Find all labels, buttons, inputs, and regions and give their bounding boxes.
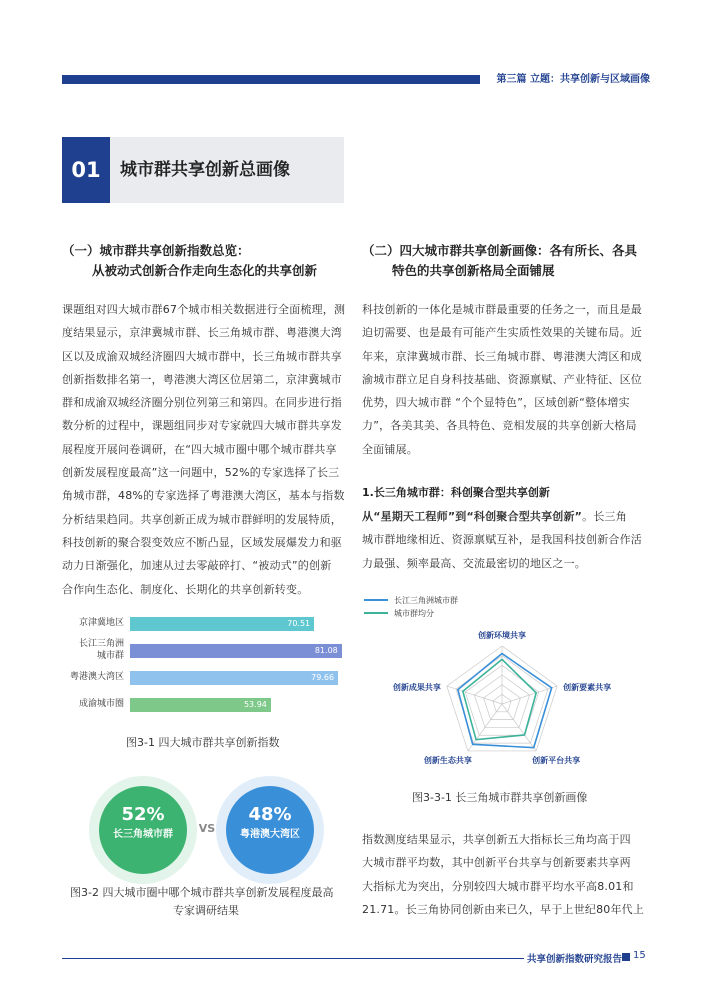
left-paragraph-line: 分析结果趋同。共享创新正成为城市群鲜明的发展特质， (62, 512, 342, 526)
right-paragraph-2 (362, 505, 652, 575)
right-sub-heading: 1.长三角城市群：科创聚合型共享创新 (362, 486, 550, 499)
left-paragraph (62, 298, 352, 601)
right-subtitle-2: 特色的共享创新格局全面铺展 (392, 263, 555, 278)
right-paragraph-line: 渝城市群立足自身科技基础、资源禀赋、产业特征、区位 (362, 372, 642, 386)
left-paragraph-line: 合作向生态化、制度化、长期化的共享创新转变。 (62, 582, 309, 596)
bar-value-label: 53.94 (243, 700, 267, 709)
left-paragraph-line: 创新发展程度最高”这一问题中，52%的专家选择了长三 (62, 466, 340, 480)
right-paragraph-line: 科技创新的一体化是城市群最重要的任务之一，而且是最 (362, 303, 642, 316)
right-paragraph-line: 全面铺展。 (362, 442, 418, 456)
bar (130, 644, 342, 658)
radar-axis (447, 686, 502, 704)
right-paragraph-line: 迫切需要、也是最有可能产生实质性效果的关键布局。近 (362, 326, 642, 340)
bar-category-label: 粤港澳大湾区 (69, 672, 124, 682)
radar-chart (362, 592, 612, 772)
left-paragraph-line: 度结果显示，京津冀城市群、长三角城市群、粤港澳大湾 (62, 326, 342, 340)
radar-axis-label: 创新环境共享 (478, 631, 526, 640)
left-subtitle-2: 从被动式创新合作走向生态化的共享创新 (92, 263, 318, 278)
radar-axis-label: 创新平台共享 (532, 755, 581, 765)
bar-chart-caption: 图3-1 四大城市群共享创新指数 (126, 736, 280, 749)
right-subtitle-1: （二）四大城市群共享创新画像：各有所长、各具 (362, 243, 638, 258)
right-circle (226, 786, 314, 874)
legend-label: 城市群均分 (394, 609, 434, 618)
footer-report-title: 共享创新指数研究报告 (527, 954, 623, 965)
left-subtitle-1: （一）城市群共享创新指数总览： (62, 243, 250, 258)
right-paragraph-3 (362, 828, 652, 921)
right-paragraph-line: 力”，各美其美、各具特色、竞相发展的共享创新大格局 (362, 419, 637, 433)
bar-value-label: 70.51 (287, 619, 311, 628)
right-paragraph-line: 年来，京津冀城市群、长三角城市群、粤港澳大湾区和成 (362, 349, 642, 363)
section-header: 第三篇 立题：共享创新与区域画像 (480, 73, 650, 87)
bar-value-label: 81.08 (314, 646, 338, 655)
radar-caption: 图3-3-1 长三角城市群共享创新画像 (412, 791, 588, 804)
page-number: 15 (633, 950, 646, 961)
left-paragraph-line: 数分析的过程中，课题组同步对专家就四大城市群共享发 (62, 419, 342, 433)
right-pct: 48% (248, 804, 292, 825)
footer-line (62, 958, 524, 959)
left-circle (99, 786, 187, 874)
bar-category-label: 成渝城市圈 (78, 699, 124, 709)
left-paragraph-line: 角城市群，48%的专家选择了粤港澳大湾区，基本与指数 (62, 489, 345, 503)
bar (130, 671, 338, 685)
footer-square (622, 953, 630, 961)
left-paragraph-line: 群和成渝双城经济圈分别位列第三和第四。在同步进行指 (62, 396, 342, 410)
chapter-title: 城市群共享创新总画像 (120, 160, 290, 180)
right-paragraph (362, 298, 652, 461)
bar (130, 698, 271, 712)
right-paragraph-3-line: 21.71。长三角协同创新由来已久，早于上世纪80年代上 (362, 902, 645, 916)
chapter-number: 01 (62, 137, 110, 203)
bar-category-label: 京津冀地区 (78, 618, 124, 628)
right-circle-label: 粤港澳大湾区 (240, 829, 300, 840)
radar-axis-label: 创新生态共享 (423, 755, 472, 765)
left-paragraph-line: 科技创新的聚合裂变效应不断凸显，区域发展爆发力和驱 (62, 535, 342, 549)
left-paragraph-line: 展程度开展问卷调研，在“四大城市圈中哪个城市群共享 (62, 442, 337, 456)
bar-category-label: 长江三角洲 城市群 (78, 639, 124, 661)
radar-axis-label: 创新要素共享 (563, 683, 612, 693)
para2-bold: 从“星期天工程师”到“科创聚合型共享创新” (362, 510, 583, 523)
right-paragraph-3-line: 指数测度结果显示，共享创新五大指标长三角均高于四 (362, 833, 631, 846)
right-paragraph-2-line: 城市群地缘相近、资源禀赋互补，是我国科技创新合作活 (362, 533, 642, 547)
left-paragraph-line: 区以及成渝双城经济圈四大城市群中，长三角城市群共享 (62, 349, 342, 363)
para2-rest: 。长三角 (582, 510, 627, 523)
right-paragraph-line: 优势，四大城市群 “个个显特色”，区域创新“整体增实 (362, 396, 630, 410)
left-pct: 52% (121, 804, 165, 825)
left-paragraph-line: 课题组对四大城市群67个城市相关数据进行全面梳理，测 (62, 303, 346, 316)
legend-label: 长江三角洲城市群 (394, 596, 458, 605)
radar-axis-label: 创新成果共享 (392, 683, 441, 693)
survey-caption-2: 专家调研结果 (173, 904, 239, 917)
bar-value-label: 79.66 (311, 673, 335, 682)
bar-chart (62, 612, 352, 720)
right-paragraph-3-line: 大城市群平均数，其中创新平台共享与创新要素共享两 (362, 856, 631, 870)
left-paragraph-line: 动力日渐强化，加速从过去零敲碎打、“被动式”的创新 (62, 559, 332, 573)
vs-label: VS (198, 822, 216, 835)
right-paragraph-2-line: 力最强、频率最高、交流最密切的地区之一。 (362, 556, 586, 570)
survey-caption-1: 图3-2 四大城市圈中哪个城市群共享创新发展程度最高 (70, 886, 334, 899)
left-circle-label: 长三角城市群 (113, 829, 173, 840)
left-paragraph-line: 创新指数排名第一，粤港澳大湾区位居第二，京津冀城市 (62, 372, 342, 386)
right-paragraph-3-line: 大指标尤为突出，分别较四大城市群平均水平高8.01和 (362, 879, 634, 893)
bar (130, 617, 314, 631)
